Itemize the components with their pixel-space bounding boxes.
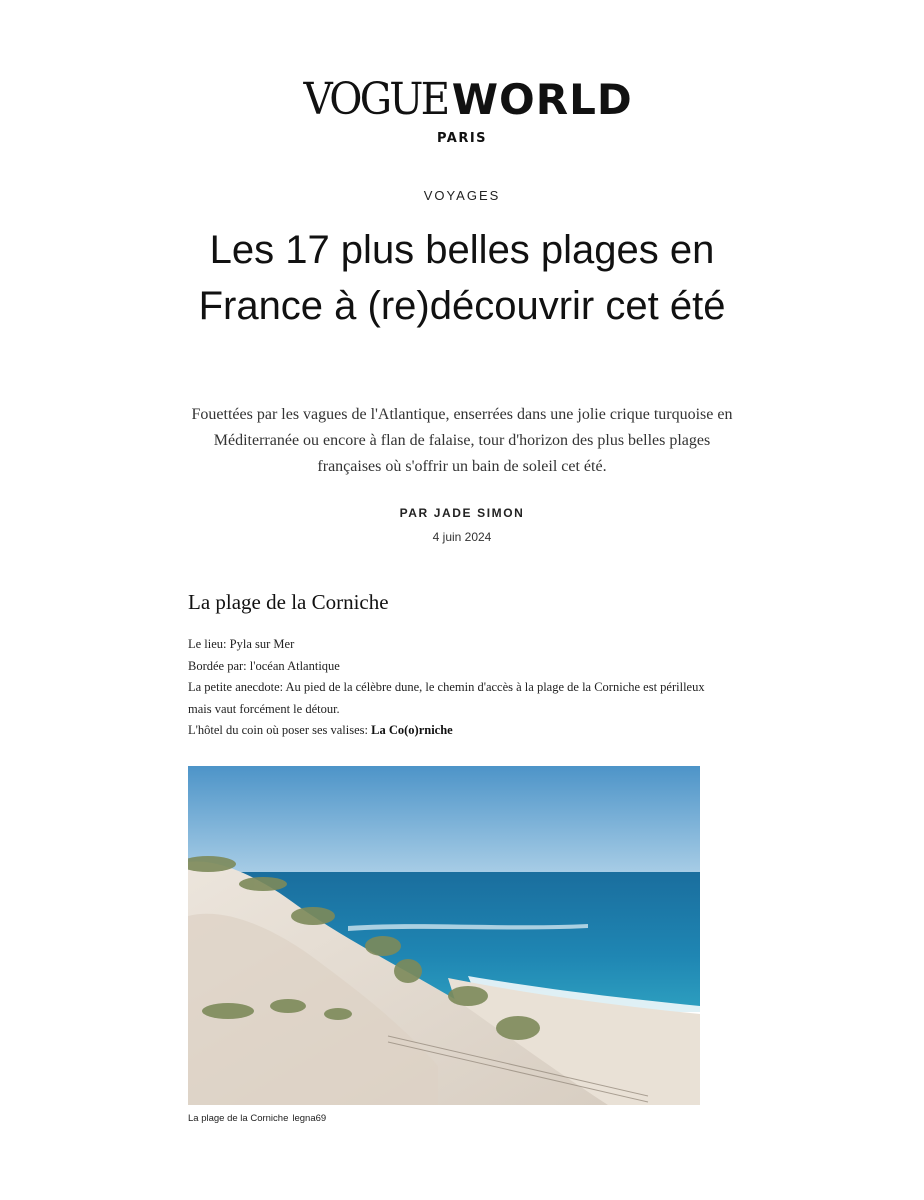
section-title: La plage de la Corniche (188, 590, 389, 614)
article-title: Les 17 plus belles plages en France à (re)découvrir cet été (198, 228, 726, 328)
photo-caption (188, 1113, 326, 1124)
article-rubric-link[interactable]: VOYAGES (423, 188, 501, 203)
fact-location: Le lieu: Pyla sur Mer (188, 637, 295, 651)
fact-anecdote: La petite anecdote: Au pied de la célèbre dune, le chemin d'accès à la plage de la Corniche est périlleux mais vaut forcément le détour. (188, 680, 705, 716)
hotel-link[interactable]: La Co(o)rniche (371, 723, 453, 737)
sky (188, 766, 700, 874)
fact-bordered-by: Bordée par: l'océan Atlantique (188, 658, 340, 673)
fact-hotel (188, 720, 728, 742)
caption-text: La plage de la Corniche (188, 1113, 289, 1124)
section-facts (188, 634, 728, 742)
beach-photo[interactable] (188, 766, 700, 1105)
hotel-label: L'hôtel du coin où poser ses valises: (188, 723, 368, 737)
photo-credit: legna69 (292, 1113, 327, 1124)
article-byline-link[interactable]: PAR JADE SIMON (399, 506, 525, 520)
brand-logo[interactable] (0, 74, 924, 125)
logo-vogue: VOGUE (303, 74, 448, 125)
logo-edition: PARIS (436, 131, 488, 146)
article-dek: Fouettées par les vagues de l'Atlantique, enserrées dans une jolie crique turquoise en Méditerranée ou encore à flan de falaise, tour d'horizon des plus belles plages françaises où s'offrir un bain de soleil cet été. (191, 406, 733, 475)
logo-world: WORLD (451, 75, 633, 124)
article-date: 4 juin 2024 (432, 530, 492, 544)
